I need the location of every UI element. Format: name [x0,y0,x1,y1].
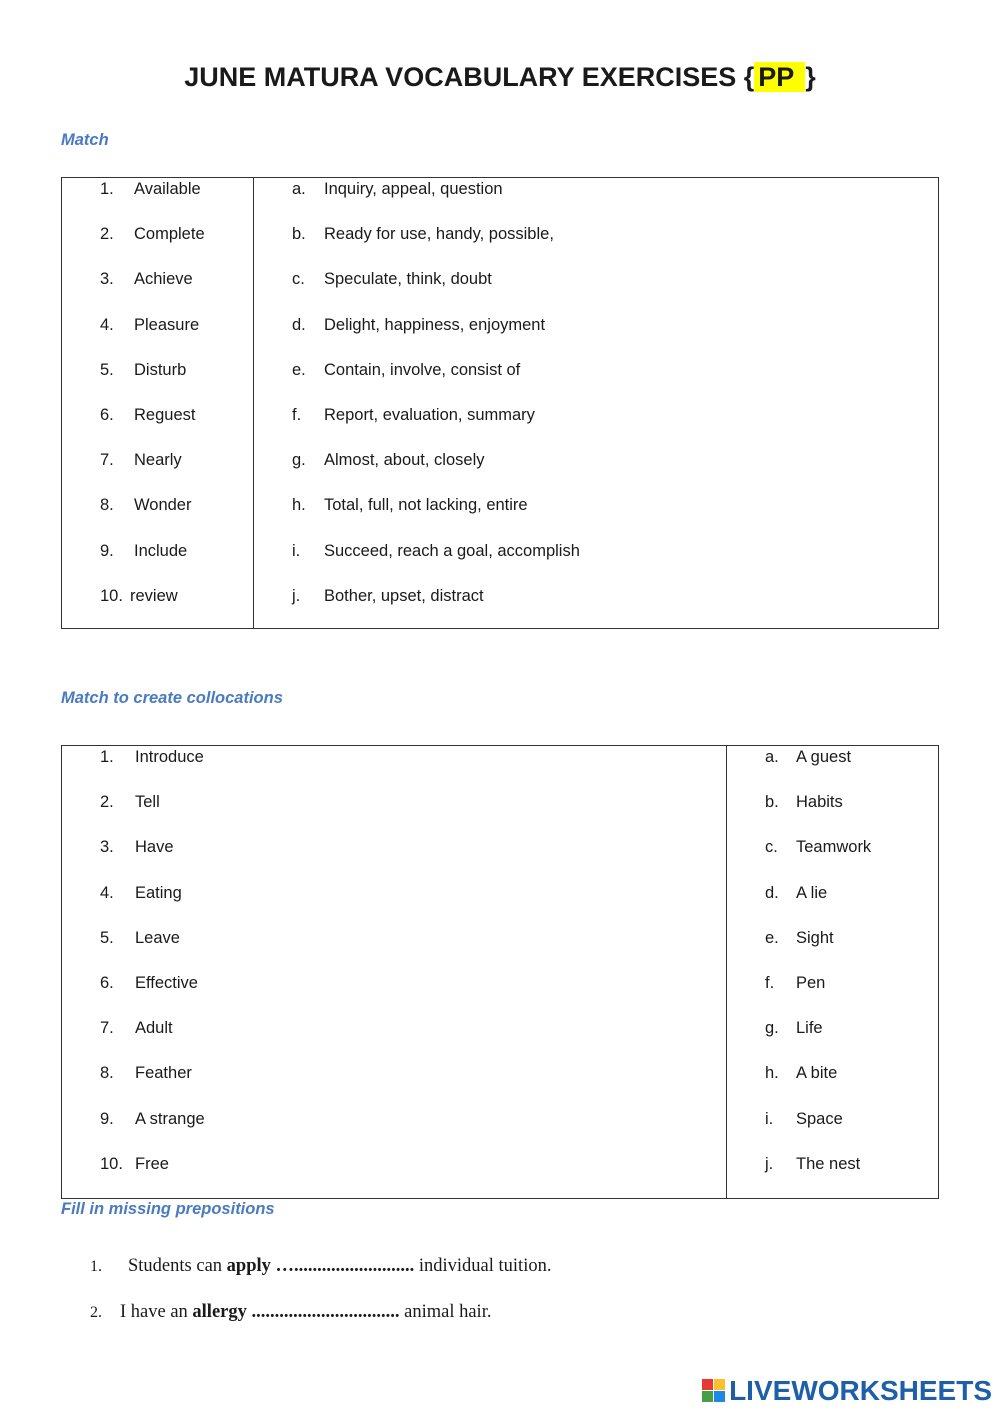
match-table [61,177,939,629]
item-letter: d. [292,315,306,334]
table-divider [253,178,254,628]
item-number: 1. [100,180,114,198]
item-text: Leave [135,928,180,947]
item-number: 2. [90,1304,102,1321]
item-number: 7. [100,451,114,470]
item-letter: j. [292,586,301,605]
item-text: Include [134,541,188,560]
item-text: Succeed, reach a goal, accomplish [324,541,580,560]
section-heading-match: Match [61,131,109,149]
item-text: Teamwork [796,838,872,857]
item-text: Feather [135,1064,192,1083]
item-text: A bite [796,1064,838,1083]
item-text: Habits [796,793,843,812]
keyword: apply [226,1256,271,1276]
item-number: 9. [100,1109,114,1128]
item-letter: h. [292,496,306,515]
item-letter: h. [765,1064,779,1083]
item-letter: f. [765,974,775,992]
item-text: Tell [135,793,160,812]
item-number: 7. [100,1019,114,1038]
item-text: Speculate, think, doubt [324,270,492,289]
item-text: Report, evaluation, summary [324,406,535,424]
item-text: Contain, involve, consist of [324,360,521,379]
page-title: JUNE MATURA VOCABULARY EXERCISES { PP } [184,62,816,92]
liveworksheets-logo: LIVEWORKSHEETS [702,1375,992,1407]
item-letter: f. [292,406,302,424]
blank-input[interactable]: ................................ [246,1302,400,1322]
item-number: 2. [100,793,114,812]
item-text: Eating [135,883,182,902]
item-letter: j. [765,1154,774,1173]
item-letter: g. [292,451,306,470]
item-number: 6. [100,974,114,992]
item-letter: i. [292,541,301,560]
section-heading-collocations: Match to create collocations [61,689,283,707]
item-number: 2. [100,225,114,244]
item-text: Pen [796,974,826,992]
item-text: Pleasure [134,315,200,334]
item-number: 5. [100,360,114,379]
item-text: The nest [796,1154,861,1173]
logo-icon [702,1379,726,1403]
section-heading-prepositions: Fill in missing prepositions [61,1200,275,1218]
item-number: 3. [100,838,114,857]
item-text: Inquiry, appeal, question [324,180,503,198]
table-divider [726,746,727,1198]
item-text: Free [135,1154,169,1173]
item-text: Disturb [134,360,187,379]
item-number: 9. [100,541,114,560]
item-text: Introduce [135,748,204,766]
item-letter: e. [765,928,779,947]
item-letter: a. [292,180,306,198]
item-letter: b. [765,793,779,812]
item-text: review [130,586,178,605]
blank-input[interactable]: ….......................... [270,1256,415,1276]
item-number: 4. [100,883,114,902]
collocations-table [61,745,939,1199]
item-letter: b. [292,225,306,244]
item-letter: e. [292,360,306,379]
item-text: Sight [796,928,834,947]
item-text: A strange [135,1109,205,1128]
item-number: 5. [100,928,114,947]
item-number: 8. [100,1064,114,1083]
fill-in-item: 2. I have an allergy ................................ animal hair. [90,1302,492,1322]
item-number: 1. [90,1258,102,1275]
item-text: Space [796,1109,843,1128]
item-text: Wonder [134,496,192,515]
item-letter: g. [765,1019,779,1038]
item-number: 4. [100,315,114,334]
item-number: 6. [100,406,114,424]
item-text: Bother, upset, distract [324,586,484,605]
item-number: 3. [100,270,114,289]
item-number: 10. [100,1154,123,1173]
item-text: Nearly [134,451,182,470]
item-text: Almost, about, closely [324,451,485,470]
item-text: Achieve [134,270,193,289]
item-number: 10. [100,586,123,605]
item-text: A guest [796,748,852,766]
item-text: Effective [135,974,198,992]
item-text: Have [135,838,174,857]
item-text: Delight, happiness, enjoyment [324,315,546,334]
item-text: Available [134,180,201,198]
item-text: Reguest [134,406,196,424]
item-letter: c. [765,838,778,857]
item-text: Ready for use, handy, possible, [324,225,554,244]
item-letter: a. [765,748,779,766]
item-text: Complete [134,225,205,244]
item-text: Total, full, not lacking, entire [324,496,528,515]
item-text: Life [796,1019,823,1038]
item-letter: c. [292,270,305,289]
title-highlight: PP [754,62,805,92]
keyword: allergy [192,1302,247,1322]
item-number: 8. [100,496,114,515]
item-number: 1. [100,748,114,766]
item-text: A lie [796,883,828,902]
fill-in-item: 1. Students can apply ….......................... individual tuition. [90,1256,552,1276]
item-text: Adult [135,1019,173,1038]
item-letter: d. [765,883,779,902]
item-letter: i. [765,1109,774,1128]
